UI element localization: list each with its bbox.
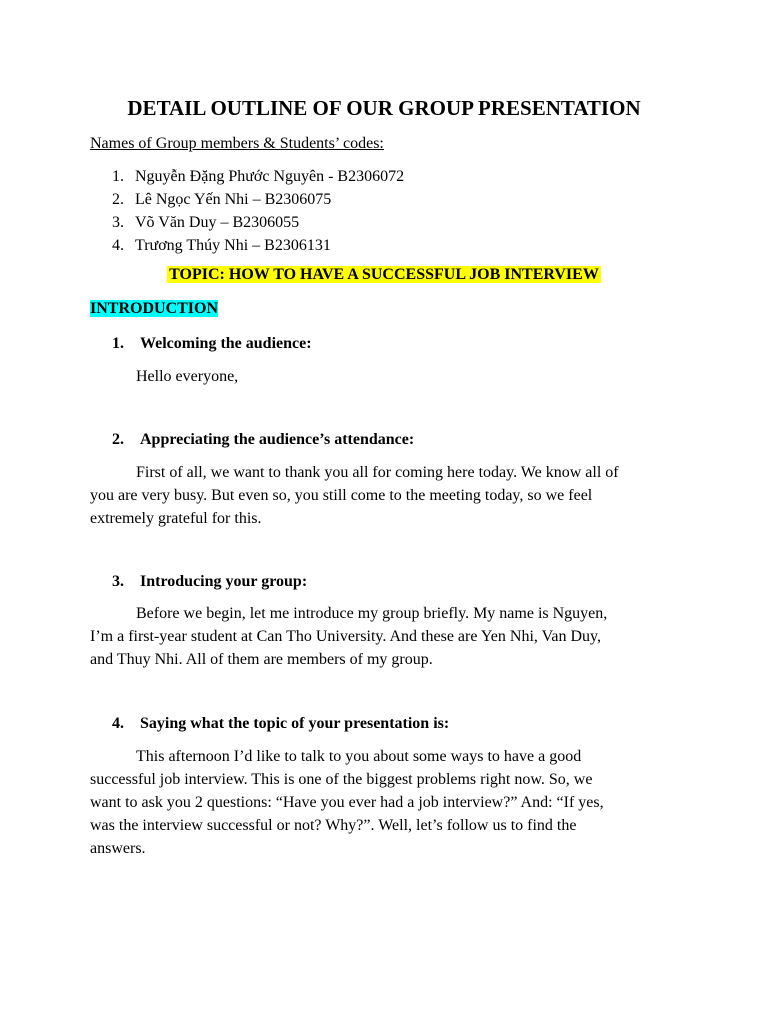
section-label-line — [90, 297, 218, 320]
section-number: 2. — [112, 431, 124, 448]
paragraph-line: and Thuy Nhi. All of them are members of my group. — [90, 651, 433, 668]
list-item — [112, 188, 404, 211]
paragraph-line: Before we begin, let me introduce my group briefly. My name is Nguyen, — [136, 605, 608, 622]
members-heading: Names of Group members & Students’ codes: — [90, 135, 384, 152]
paragraph-line: successful job interview. This is one of the biggest problems right now. So, we — [90, 771, 593, 788]
list-number: 2. — [112, 191, 124, 208]
paragraph-line: This afternoon I’d like to talk to you about some ways to have a good — [136, 748, 582, 765]
paragraph-line: First of all, we want to thank you all for coming here today. We know all of — [136, 464, 619, 481]
topic-heading: TOPIC: HOW TO HAVE A SUCCESSFUL JOB INTERVIEW — [169, 266, 599, 283]
section-heading — [112, 428, 414, 451]
member-name: Võ Văn Duy – B2306055 — [135, 214, 300, 231]
section-heading — [112, 712, 449, 735]
section-number: 4. — [112, 715, 124, 732]
section-number: 1. — [112, 335, 124, 352]
member-name: Lê Ngọc Yến Nhi – B2306075 — [135, 191, 332, 208]
list-number: 1. — [112, 168, 124, 185]
paragraph-line: Hello everyone, — [136, 368, 239, 385]
paragraph-line: answers. — [90, 840, 146, 857]
paragraph-line: extremely grateful for this. — [90, 510, 262, 527]
paragraph-line: you are very busy. But even so, you still come to the meeting today, so we feel — [90, 487, 593, 504]
section-title: Introducing your group: — [140, 573, 308, 590]
introduction-label: INTRODUCTION — [90, 300, 219, 317]
topic-line — [0, 263, 768, 286]
section-title: Saying what the topic of your presentation is: — [140, 715, 450, 732]
paragraph — [90, 461, 690, 530]
section-heading — [112, 570, 307, 593]
paragraph-line: want to ask you 2 questions: “Have you ever had a job interview?” And: “If yes, — [90, 794, 604, 811]
section-heading — [112, 332, 312, 355]
section-number: 3. — [112, 573, 124, 590]
member-name: Trương Thúy Nhi – B2306131 — [135, 237, 331, 254]
member-list — [112, 165, 404, 257]
list-item — [112, 211, 404, 234]
list-number: 3. — [112, 214, 124, 231]
paragraph-line: was the interview successful or not? Why?”. Well, let’s follow us to find the — [90, 817, 577, 834]
list-item — [112, 234, 404, 257]
paragraph — [90, 745, 690, 860]
member-name: Nguyễn Đặng Phước Nguyên - B2306072 — [135, 168, 405, 185]
paragraph — [90, 602, 690, 671]
paragraph-line: I’m a first-year student at Can Tho University. And these are Yen Nhi, Van Duy, — [90, 628, 602, 645]
section-title: Welcoming the audience: — [140, 335, 312, 352]
section-title: Appreciating the audience’s attendance: — [140, 431, 415, 448]
list-item — [112, 165, 404, 188]
list-number: 4. — [112, 237, 124, 254]
document-title: DETAIL OUTLINE OF OUR GROUP PRESENTATION — [127, 96, 641, 120]
